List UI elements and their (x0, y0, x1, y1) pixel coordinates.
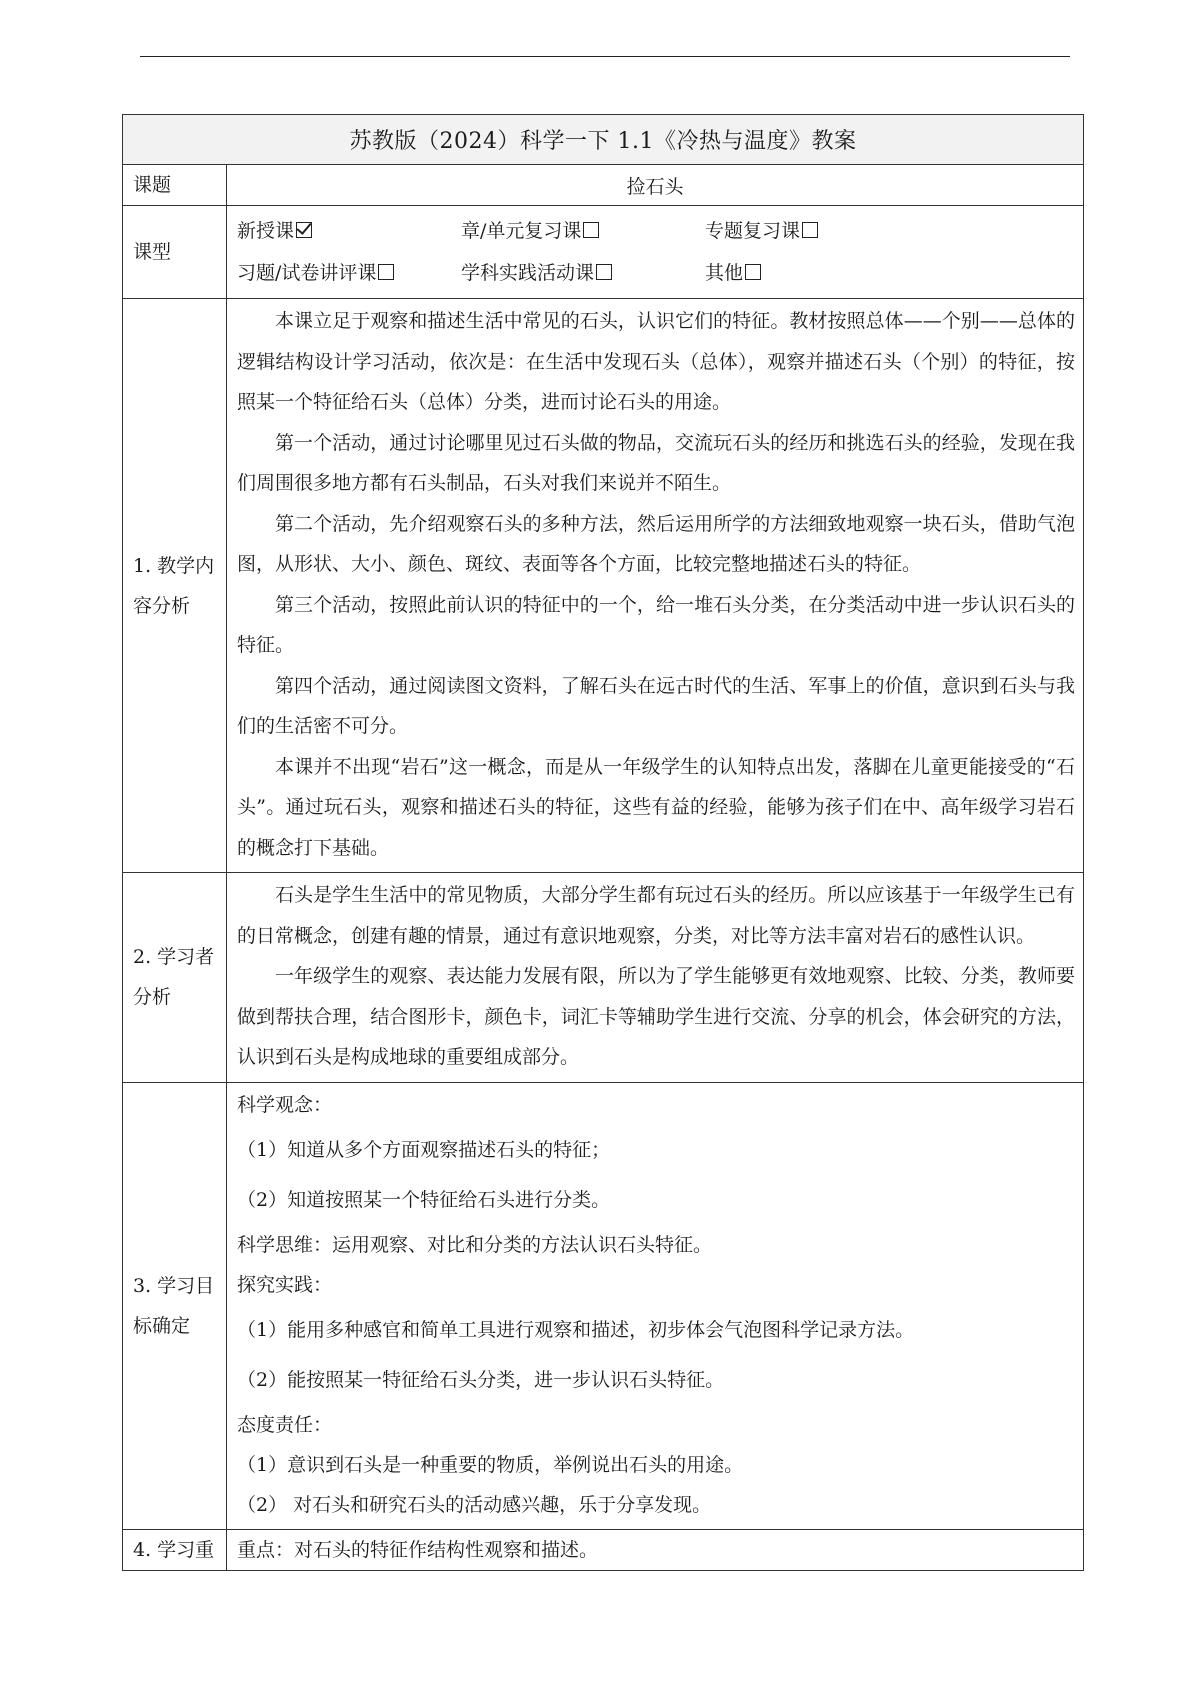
objective-heading: 态度责任： (237, 1413, 333, 1436)
type-option-exercise[interactable]: 习题/试卷讲评课 (237, 258, 461, 285)
objectives-body (227, 1082, 1084, 1529)
type-option-practice[interactable]: 学科实践活动课 (461, 258, 705, 285)
objective-item: （2） 对石头和研究石头的活动感兴趣，乐于分享发现。 (237, 1493, 712, 1516)
paragraph: 本课并不出现“岩石”这一概念，而是从一年级学生的认知特点出发，落脚在儿童更能接受的“石头”。通过玩石头，观察和描述石头的特征，这些有益的经验，能够为孩子们在中、高年级学习岩石的概念打下基础。 (237, 755, 1076, 859)
type-option-unit-review[interactable]: 章/单元复习课 (461, 216, 705, 243)
objectives-row (123, 1082, 1084, 1529)
content-analysis-body (227, 299, 1084, 873)
lesson-plan-table (122, 114, 1084, 1571)
lesson-type-row (123, 206, 1084, 299)
objective-heading: 探究实践： (237, 1273, 333, 1296)
lesson-type-label: 课型 (123, 206, 227, 299)
type-option-new[interactable]: 新授课 (237, 216, 461, 243)
paragraph: 第二个活动，先介绍观察石头的多种方法，然后运用所学的方法细致地观察一块石头，借助气泡图，从形状、大小、颜色、斑纹、表面等各个方面，比较完整地描述石头的特征。 (237, 512, 1076, 575)
type-option-topic-review[interactable]: 专题复习课 (705, 216, 818, 243)
objectives-label: 3. 学习目 标确定 (123, 1082, 227, 1529)
learner-analysis-row (123, 873, 1084, 1083)
paragraph: 一年级学生的观察、表达能力发展有限，所以为了学生能够更有效地观察、比较、分类，教师要做到帮扶合理，结合图形卡，颜色卡，词汇卡等辅助学生进行交流、分享的机会，体会研究的方法，认识到石头是构成地球的重要组成部分。 (237, 965, 1076, 1068)
paragraph: 第四个活动，通过阅读图文资料，了解石头在远古时代的生活、军事上的价值，意识到石头与我们的生活密不可分。 (237, 674, 1076, 737)
objective-item: （1）知道从多个方面观察描述石头的特征； (237, 1138, 611, 1161)
key-points-text: 重点：对石头的特征作结构性观察和描述。 (227, 1529, 1084, 1570)
checked-checkbox-icon[interactable] (296, 222, 312, 238)
objective-item: （2）知道按照某一个特征给石头进行分类。 (237, 1188, 611, 1211)
lesson-type-options (227, 206, 1084, 299)
checkbox-icon[interactable] (745, 264, 761, 280)
type-option-other[interactable]: 其他 (705, 258, 761, 285)
title-row (123, 115, 1084, 165)
document-title: 苏教版（2024）科学一下 1.1《冷热与温度》教案 (123, 115, 1084, 165)
content-analysis-row (123, 299, 1084, 873)
lesson-type-row-2 (237, 250, 1073, 292)
key-points-row (123, 1529, 1084, 1570)
checkbox-icon[interactable] (378, 264, 394, 280)
objective-item: （1）意识到石头是一种重要的物质，举例说出石头的用途。 (237, 1453, 744, 1476)
paragraph: 第一个活动，通过讨论哪里见过石头做的物品，交流玩石头的经历和挑选石头的经验，发现在我们周围很多地方都有石头制品，石头对我们来说并不陌生。 (237, 431, 1076, 494)
content-analysis-label: 1. 教学内 容分析 (123, 299, 227, 873)
learner-analysis-body (227, 873, 1084, 1083)
lesson-type-row-1 (237, 208, 1073, 250)
objective-item: （2）能按照某一特征给石头分类，进一步认识石头特征。 (237, 1368, 725, 1391)
paragraph: 第三个活动，按照此前认识的特征中的一个，给一堆石头分类，在分类活动中进一步认识石头的特征。 (237, 593, 1076, 656)
checkbox-icon[interactable] (802, 222, 818, 238)
topic-row (123, 165, 1084, 206)
topic-label: 课题 (123, 165, 227, 206)
objective-heading: 科学观念： (237, 1093, 333, 1116)
topic-value: 捡石头 (227, 165, 1084, 206)
learner-analysis-label: 2. 学习者 分析 (123, 873, 227, 1083)
objective-heading: 科学思维：运用观察、对比和分类的方法认识石头特征。 (237, 1233, 713, 1256)
key-points-label: 4. 学习重 (123, 1529, 227, 1570)
objective-item: （1）能用多种感官和简单工具进行观察和描述，初步体会气泡图科学记录方法。 (237, 1318, 915, 1341)
checkbox-icon[interactable] (596, 264, 612, 280)
paragraph: 本课立足于观察和描述生活中常见的石头，认识它们的特征。教材按照总体——个别——总体的逻辑结构设计学习活动，依次是：在生活中发现石头（总体），观察并描述石头（个别）的特征，按照某一个特征给石头（总体）分类，进而讨论石头的用途。 (237, 310, 1076, 413)
header-rule (140, 56, 1070, 57)
checkbox-icon[interactable] (583, 222, 599, 238)
paragraph: 石头是学生生活中的常见物质，大部分学生都有玩过石头的经历。所以应该基于一年级学生已有的日常概念，创建有趣的情景，通过有意识地观察，分类，对比等方法丰富对岩石的感性认识。 (237, 884, 1076, 947)
